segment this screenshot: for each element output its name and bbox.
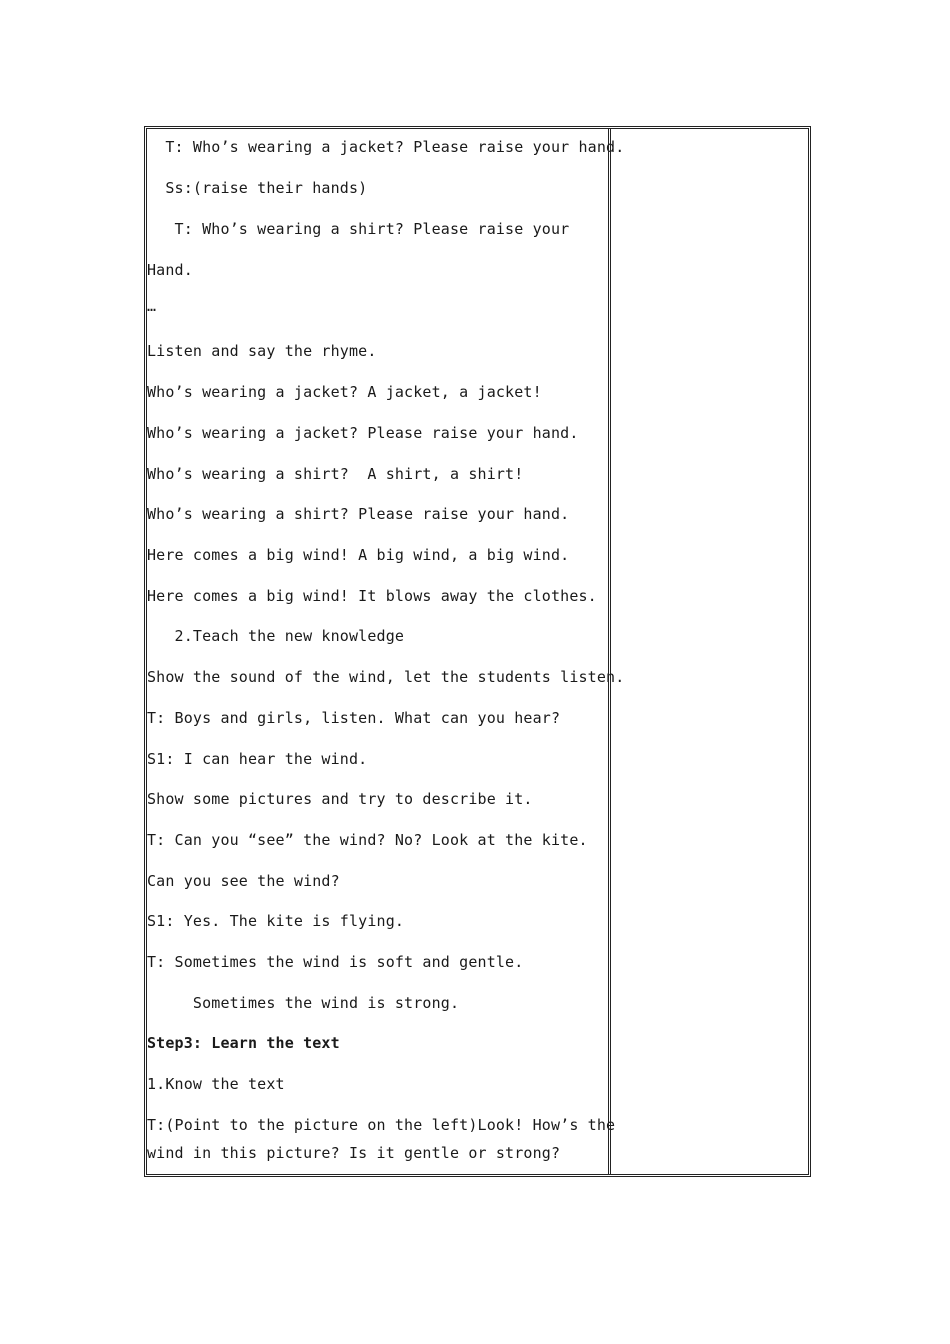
lesson-line: Show some pictures and try to describe it. bbox=[147, 790, 533, 808]
lesson-line: … bbox=[147, 297, 157, 315]
lesson-line: Here comes a big wind! It blows away the clothes. bbox=[147, 587, 597, 605]
lesson-line: Listen and say the rhyme. bbox=[147, 342, 377, 360]
lesson-line: 1.Know the text bbox=[147, 1075, 285, 1093]
notes-cell bbox=[611, 129, 808, 1174]
lesson-line: Who’s wearing a shirt? Please raise your hand. bbox=[147, 505, 570, 523]
lesson-line: S1: I can hear the wind. bbox=[147, 750, 368, 768]
lesson-line: Who’s wearing a jacket? Please raise your hand. bbox=[147, 424, 579, 442]
lesson-line: T: Boys and girls, listen. What can you hear? bbox=[147, 709, 561, 727]
lesson-line: S1: Yes. The kite is flying. bbox=[147, 912, 405, 930]
lesson-line: T:(Point to the picture on the left)Look! How’s the bbox=[147, 1116, 616, 1134]
lesson-line: Hand. bbox=[147, 261, 193, 279]
lesson-line: Can you see the wind? bbox=[147, 872, 340, 890]
lesson-line: Step3: Learn the text bbox=[147, 1034, 340, 1052]
lesson-line: Sometimes the wind is strong. bbox=[147, 994, 460, 1012]
lesson-content-cell bbox=[147, 129, 625, 1174]
lesson-line: Who’s wearing a jacket? A jacket, a jacket! bbox=[147, 383, 542, 401]
lesson-line: T: Can you “see” the wind? No? Look at the kite. bbox=[147, 831, 588, 849]
lesson-line: Who’s wearing a shirt? A shirt, a shirt! bbox=[147, 465, 524, 483]
lesson-line: T: Sometimes the wind is soft and gentle. bbox=[147, 953, 524, 971]
lesson-line: wind in this picture? Is it gentle or strong? bbox=[147, 1144, 561, 1162]
lesson-line: Here comes a big wind! A big wind, a big wind. bbox=[147, 546, 570, 564]
lesson-line: Ss:(raise their hands) bbox=[147, 179, 368, 197]
lesson-line: T: Who’s wearing a jacket? Please raise your hand. bbox=[147, 138, 625, 156]
lesson-table bbox=[144, 126, 811, 1177]
lesson-line: 2.Teach the new knowledge bbox=[147, 627, 405, 645]
lesson-line: T: Who’s wearing a shirt? Please raise your bbox=[147, 220, 570, 238]
lesson-line: Show the sound of the wind, let the students listen. bbox=[147, 668, 625, 686]
